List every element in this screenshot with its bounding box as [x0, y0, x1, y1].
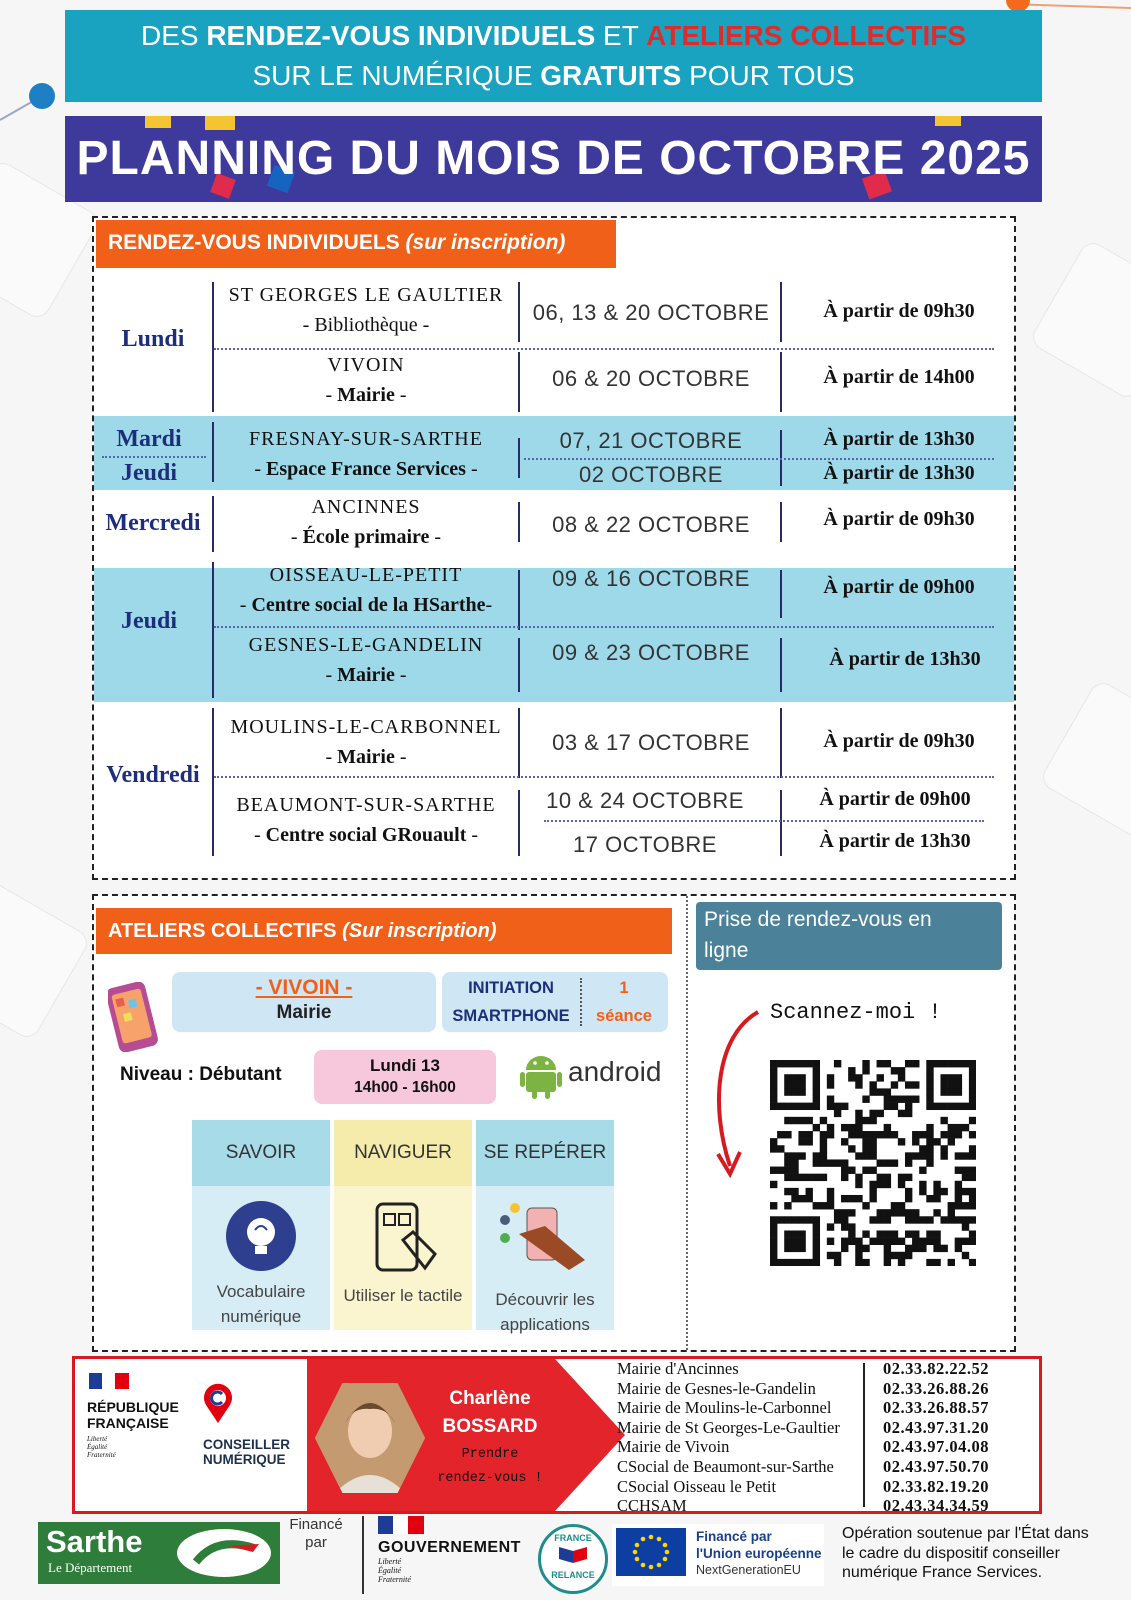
phone-row: CCHSAM 02.43.34.34.59 [617, 1496, 989, 1516]
rdv-section [92, 216, 1016, 880]
ateliers-section [92, 894, 1016, 1352]
location: BEAUMONT-SUR-SARTHE - Centre social GRouault - [236, 794, 496, 846]
location: MOULINS-LE-CARBONNEL - Mairie - [230, 716, 502, 768]
red-arrow-icon [706, 1006, 766, 1182]
phone-row: CSocial Oisseau le Petit 02.33.82.19.20 [617, 1476, 989, 1496]
eu-logo: Financé par l'Union européenne NextGenerationEU [612, 1524, 824, 1586]
dates: 17 OCTOBRE [573, 832, 717, 857]
ateliers-heading: ATELIERS COLLECTIFS (Sur inscription) [96, 908, 672, 954]
contact-section [72, 1356, 1042, 1514]
location: GESNES-LE-GANDELIN - Mairie - [248, 634, 484, 686]
phone-row: Mairie de Gesnes-le-Gandelin 02.33.26.88.26 [617, 1378, 989, 1398]
france-relance-logo: FRANCE RELANCE [538, 1524, 608, 1594]
operation-note: Opération soutenue par l'État dans le cadre du dispositif conseiller numérique France Services. [842, 1525, 1089, 1581]
scan-label: Scannez-moi ! [770, 1000, 942, 1025]
day-label: Mercredi [105, 510, 201, 536]
day-label: Lundi [121, 326, 185, 352]
flags-icon [555, 1543, 591, 1565]
level-label: Niveau : Débutant [120, 1064, 282, 1085]
dates: 09 & 23 OCTOBRE [552, 640, 750, 665]
qr-code[interactable] [770, 1060, 976, 1266]
advisor-name: Charlène BOSSARD [442, 1388, 538, 1437]
bg-hex [0, 878, 92, 1042]
rdv-heading: RENDEZ-VOUS INDIVIDUELS (sur inscription) [96, 220, 616, 268]
start-time: À partir de 09h30 [823, 508, 975, 530]
location: FRESNAY-SUR-SARTHE - Espace France Services - [249, 428, 483, 480]
dates: 10 & 24 OCTOBRE [546, 788, 744, 813]
dates: 09 & 16 OCTOBRE [552, 566, 750, 591]
workshop-date: Lundi 13 14h00 - 16h00 [314, 1050, 496, 1104]
page-title: PLANNING DU MOIS DE OCTOBRE 2025 [65, 116, 1042, 202]
day-label: Jeudi [120, 608, 177, 634]
logos-box: RÉPUBLIQUE FRANÇAISE Liberté Égalité Fraternité CONSEILLER NUMÉRIQUE [79, 1369, 301, 1501]
start-time: À partir de 13h30 [829, 648, 981, 670]
phone-apps-icon [485, 1200, 605, 1280]
marianne-flag-icon [378, 1516, 424, 1534]
top-banner: DES RENDEZ-VOUS INDIVIDUELS ET ATELIERS COLLECTIFS SUR LE NUMÉRIQUE GRATUITS POUR TOUS [65, 10, 1042, 102]
phone-row: Mairie d'Ancinnes 02.33.82.22.52 [617, 1359, 989, 1378]
dates: 06, 13 & 20 OCTOBRE [532, 300, 770, 325]
workshop-topic: INITIATION SMARTPHONE 1 séance [442, 972, 668, 1032]
sarthe-logo: Sarthe Le Département [38, 1522, 280, 1584]
android-logo: android [520, 1052, 670, 1102]
phone-row: CSocial de Beaumont-sur-Sarthe 02.43.97.50.70 [617, 1456, 989, 1476]
workshop-location: - VIVOIN - Mairie [172, 972, 436, 1032]
marianne-flag-icon [89, 1373, 129, 1389]
skill-column: SE REPÉRER Découvrir les applications [476, 1120, 614, 1330]
start-time: À partir de 09h00 [823, 576, 975, 598]
location: ANCINNES - École primaire - [290, 496, 442, 548]
online-booking-label: Prise de rendez-vous en ligne [696, 902, 1002, 970]
smartphone-icon [108, 982, 164, 1052]
day-label: Vendredi [106, 762, 200, 788]
start-time: À partir de 14h00 [823, 366, 975, 388]
start-time: À partir de 13h30 [823, 428, 975, 450]
dates: 07, 21 OCTOBRE [559, 428, 743, 453]
skill-column: SAVOIR Vocabulaire numérique [192, 1120, 330, 1330]
phone-list [617, 1359, 989, 1516]
start-time: À partir de 09h30 [823, 300, 975, 322]
gouvernement-logo: GOUVERNEMENT Liberté Égalité Fraternité [362, 1516, 528, 1594]
dates: 08 & 22 OCTOBRE [552, 512, 750, 537]
dates: 06 & 20 OCTOBRE [552, 366, 750, 391]
android-icon [520, 1052, 562, 1100]
start-time: À partir de 13h30 [819, 830, 971, 852]
location: ST GEORGES LE GAULTIER - Bibliothèque - [228, 284, 504, 336]
location: OISSEAU-LE-PETIT - Centre social de la HSarthe- [239, 564, 493, 616]
finance-label: Financé par [289, 1516, 343, 1551]
conseiller-numerique-logo [203, 1383, 233, 1425]
location: VIVOIN - Mairie - [325, 354, 407, 406]
start-time: À partir de 13h30 [823, 462, 975, 484]
advisor-cta: Prendre rendez-vous ! [437, 1447, 543, 1486]
bg-hex [1038, 678, 1131, 842]
brain-lightbulb-icon [225, 1200, 297, 1272]
eu-flag-icon [616, 1528, 686, 1576]
start-time: À partir de 09h30 [823, 730, 975, 752]
dates: 02 OCTOBRE [579, 462, 723, 487]
phone-row: Mairie de St Georges-Le-Gaultier 02.43.97.31.20 [617, 1417, 989, 1437]
touchscreen-hand-icon [363, 1200, 443, 1276]
start-time: À partir de 09h00 [819, 788, 971, 810]
phone-row: Mairie de Vivoin 02.43.97.04.08 [617, 1437, 989, 1457]
dates: 03 & 17 OCTOBRE [552, 730, 750, 755]
bg-hex [1028, 238, 1131, 402]
phone-row: Mairie de Moulins-le-Carbonnel 02.33.26.88.57 [617, 1398, 989, 1418]
day-label: Mardi [116, 426, 182, 452]
day-label: Jeudi [120, 460, 177, 486]
skill-column: NAVIGUER Utiliser le tactile [334, 1120, 472, 1330]
